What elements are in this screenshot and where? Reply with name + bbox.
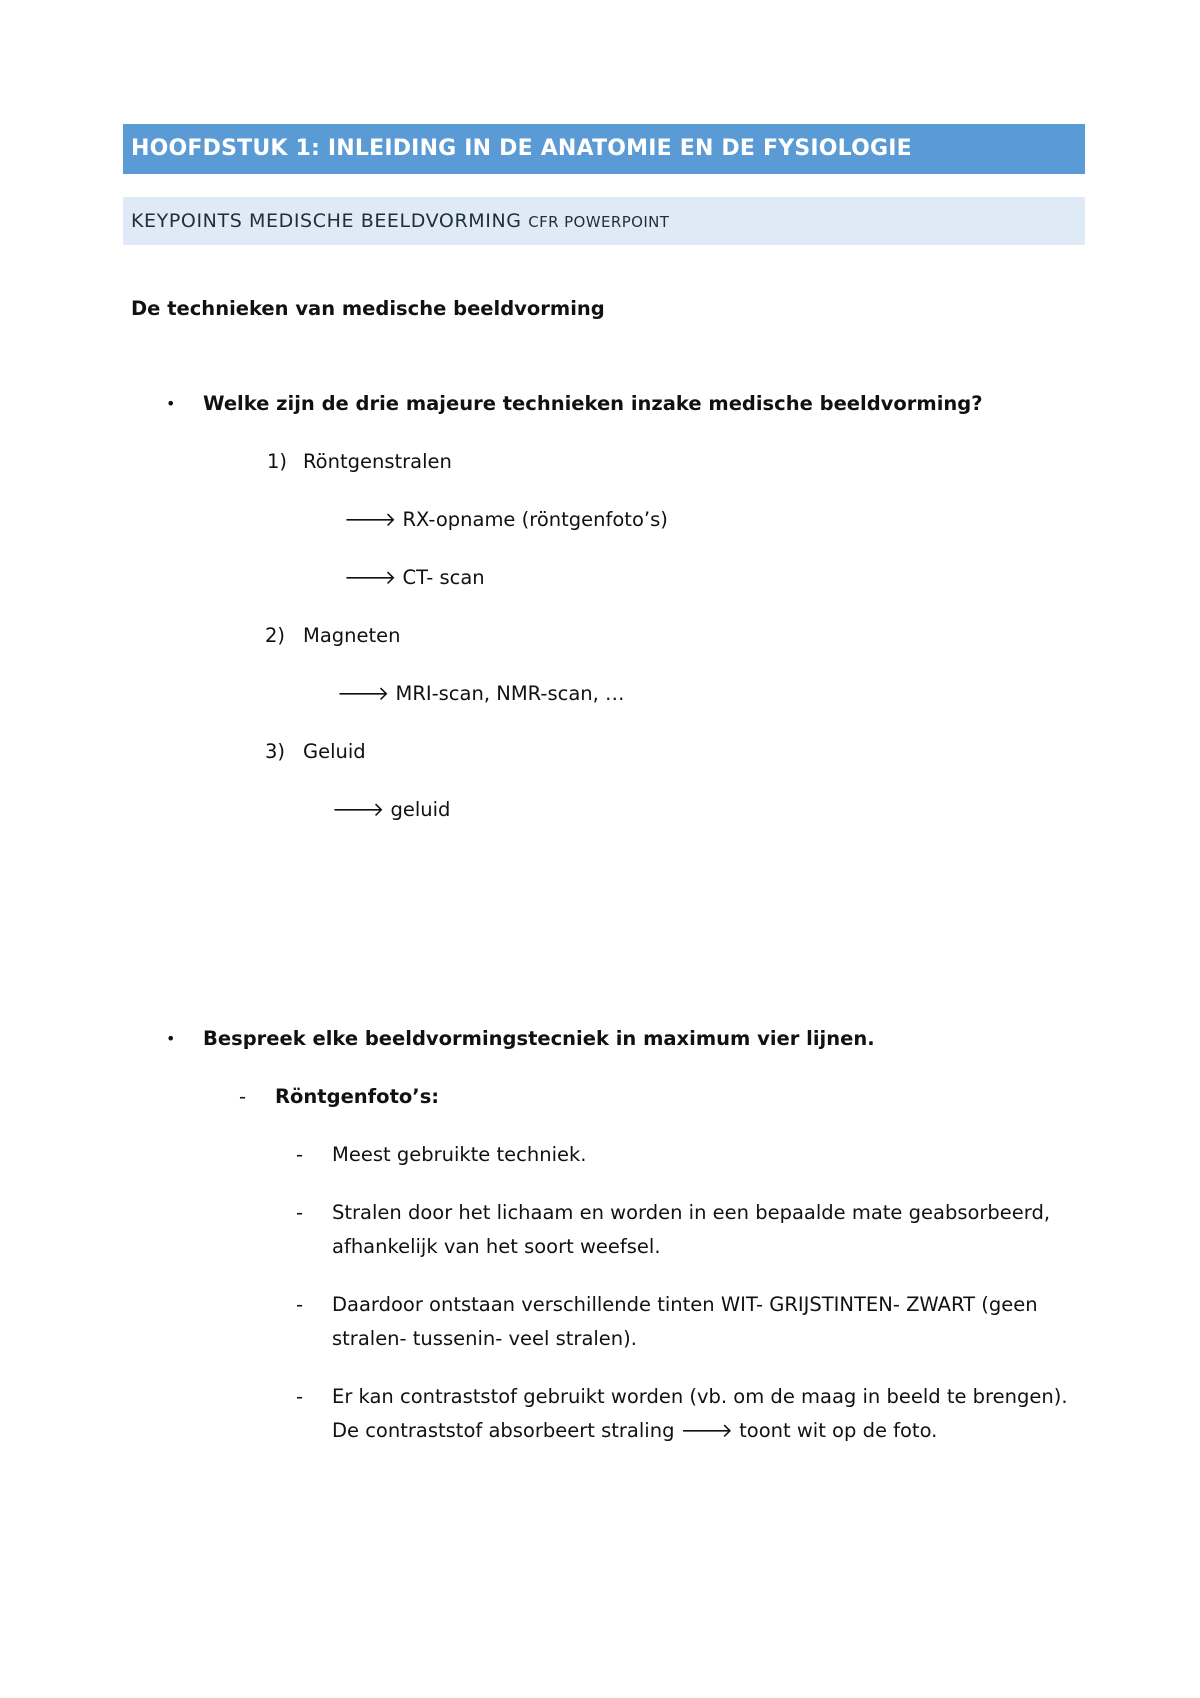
question-1: Welke zijn de drie majeure technieken inzake medische beeldvorming? bbox=[203, 392, 983, 415]
list-item-number: 3) bbox=[265, 740, 286, 763]
question-2: Bespreek elke beeldvormingstecniek in maximum vier lijnen. bbox=[203, 1027, 875, 1050]
dash-marker: - bbox=[296, 1293, 304, 1316]
dash-marker: - bbox=[296, 1385, 304, 1408]
sub-title: Röntgenfoto’s: bbox=[275, 1085, 440, 1108]
arrow-item: 🡒 CT- scan bbox=[344, 566, 485, 589]
section-heading bbox=[123, 197, 1085, 245]
list-item-label: Geluid bbox=[303, 740, 366, 763]
bullet-marker: • bbox=[166, 1029, 176, 1048]
section-heading-main: KEYPOINTS MEDISCHE BEELDVORMING bbox=[131, 210, 529, 232]
point-text: Meest gebruikte techniek. bbox=[332, 1143, 587, 1166]
point-text: Daardoor ontstaan verschillende tinten WIT- GRIJSTINTEN- ZWART (geen stralen- tussenin- veel stralen). bbox=[332, 1293, 1038, 1350]
dash-marker: - bbox=[296, 1143, 304, 1166]
point-text: Stralen door het lichaam en worden in een bepaalde mate geabsorbeerd, afhankelijk van het soort weefsel. bbox=[332, 1201, 1051, 1258]
arrow-item: 🡒 RX-opname (röntgenfoto’s) bbox=[344, 508, 668, 531]
dash-marker: - bbox=[239, 1085, 247, 1108]
arrow-item: 🡒 geluid bbox=[332, 798, 451, 821]
subsection-title: De technieken van medische beeldvorming bbox=[131, 297, 605, 320]
arrow-item: 🡒 MRI-scan, NMR-scan, … bbox=[337, 682, 625, 705]
list-item-label: Röntgenstralen bbox=[303, 450, 452, 473]
list-item-number: 2) bbox=[265, 624, 286, 647]
dash-marker: - bbox=[296, 1201, 304, 1224]
bullet-marker: • bbox=[166, 394, 176, 413]
list-item-label: Magneten bbox=[303, 624, 401, 647]
point-text: Er kan contraststof gebruikt worden (vb. om de maag in beeld te brengen). De contraststof absorbeert straling 🡒 toont wit op de foto. bbox=[332, 1385, 1068, 1442]
section-heading-suffix: CFR POWERPOINT bbox=[528, 213, 670, 231]
chapter-heading: HOOFDSTUK 1: INLEIDING IN DE ANATOMIE EN DE FYSIOLOGIE bbox=[123, 124, 1085, 174]
list-item-number: 1) bbox=[267, 450, 288, 473]
